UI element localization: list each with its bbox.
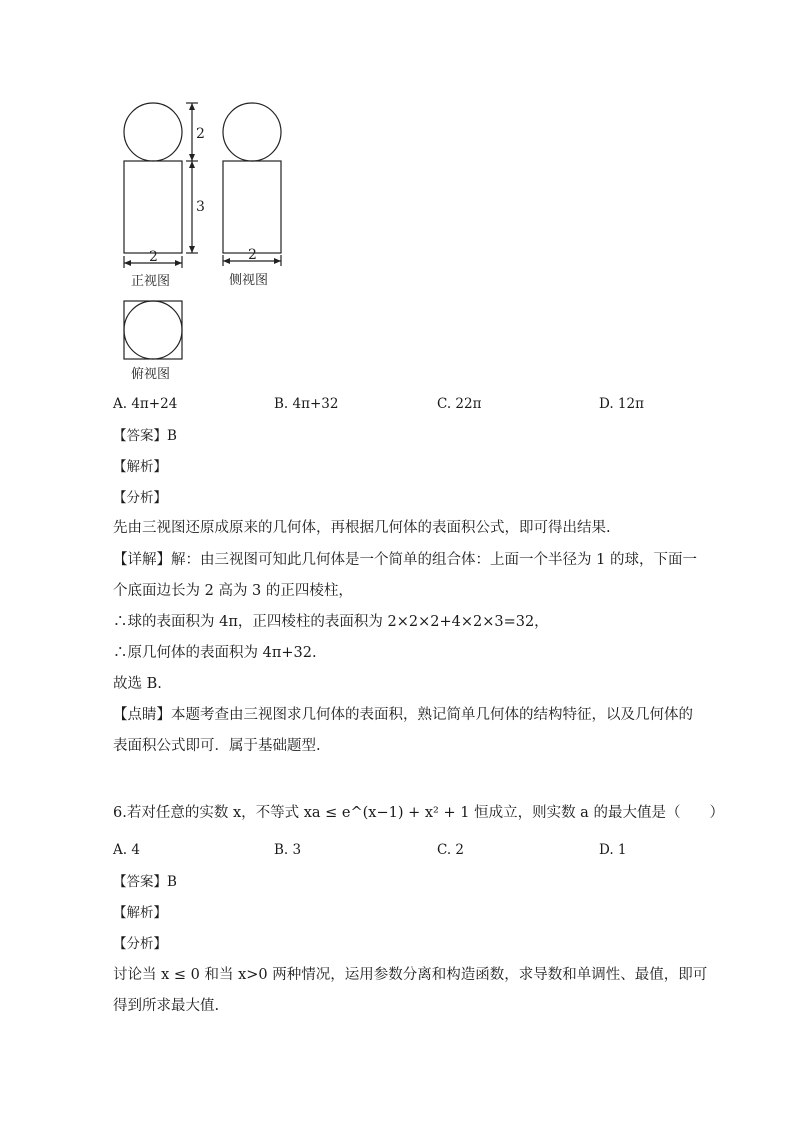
dim-side-width: 2 [248, 247, 257, 263]
q5-option-d: D. 12π [599, 396, 644, 412]
side-view-label: 侧视图 [229, 273, 269, 288]
q5-comment-line-2: 表面积公式即可．属于基础题型. [113, 738, 321, 754]
q5-fenxi-heading: 【分析】 [113, 490, 167, 506]
q5-detail-line-3: ∴球的表面积为 4π，正四棱柱的表面积为 2×2×2+4×2×3=32， [113, 614, 549, 630]
top-view-label: 俯视图 [131, 367, 171, 382]
q5-detail-line-2: 个底面边长为 2 高为 3 的正四棱柱， [113, 583, 353, 599]
three-view-figure [110, 98, 300, 388]
q5-option-a: A. 4π+24 [113, 396, 178, 412]
q6-fenxi-line-2: 得到所求最大值. [113, 998, 220, 1014]
dim-front-width: 2 [149, 249, 158, 265]
front-view-label: 正视图 [131, 274, 171, 289]
dim-sphere-height: 2 [196, 126, 205, 142]
dim-prism-height: 3 [196, 199, 205, 215]
q6-fenxi-line-1: 讨论当 x ≤ 0 和当 x>0 两种情况，运用参数分离和构造函数，求导数和单调性、最值，即可 [113, 967, 708, 983]
q5-option-c: C. 22π [437, 396, 482, 412]
front-view-circle [124, 103, 182, 161]
q5-comment-line-1: 【点睛】本题考查由三视图求几何体的表面积，熟记简单几何体的结构特征，以及几何体的 [113, 707, 693, 723]
top-view-circle [124, 301, 182, 359]
q6-option-b: B. 3 [274, 842, 302, 858]
q5-answer: 【答案】B [113, 428, 177, 444]
side-view-rect [223, 161, 281, 253]
q6-analysis-heading: 【解析】 [113, 905, 167, 921]
q6-option-a: A. 4 [113, 842, 140, 858]
q6-fenxi-heading: 【分析】 [113, 936, 167, 952]
q6-option-d: D. 1 [599, 842, 627, 858]
q5-detail-line-5: 故选 B. [113, 676, 162, 692]
q5-analysis-heading: 【解析】 [113, 459, 167, 475]
q5-fenxi-text: 先由三视图还原成原来的几何体，再根据几何体的表面积公式，即可得出结果. [113, 520, 611, 536]
q5-option-b: B. 4π+32 [274, 396, 339, 412]
front-view-rect [124, 161, 182, 253]
q5-detail-line-4: ∴原几何体的表面积为 4π+32. [113, 645, 317, 661]
q6-question: 6.若对任意的实数 x，不等式 xa ≤ e^(x−1) + x² + 1 恒成立，则实数 a 的最大值是（ ） [113, 805, 724, 821]
q6-option-c: C. 2 [437, 842, 465, 858]
q6-answer: 【答案】B [113, 874, 177, 890]
side-view-circle [223, 103, 281, 161]
q5-detail-line-1: 【详解】解：由三视图可知此几何体是一个简单的组合体：上面一个半径为 1 的球，下面一 [113, 552, 697, 568]
